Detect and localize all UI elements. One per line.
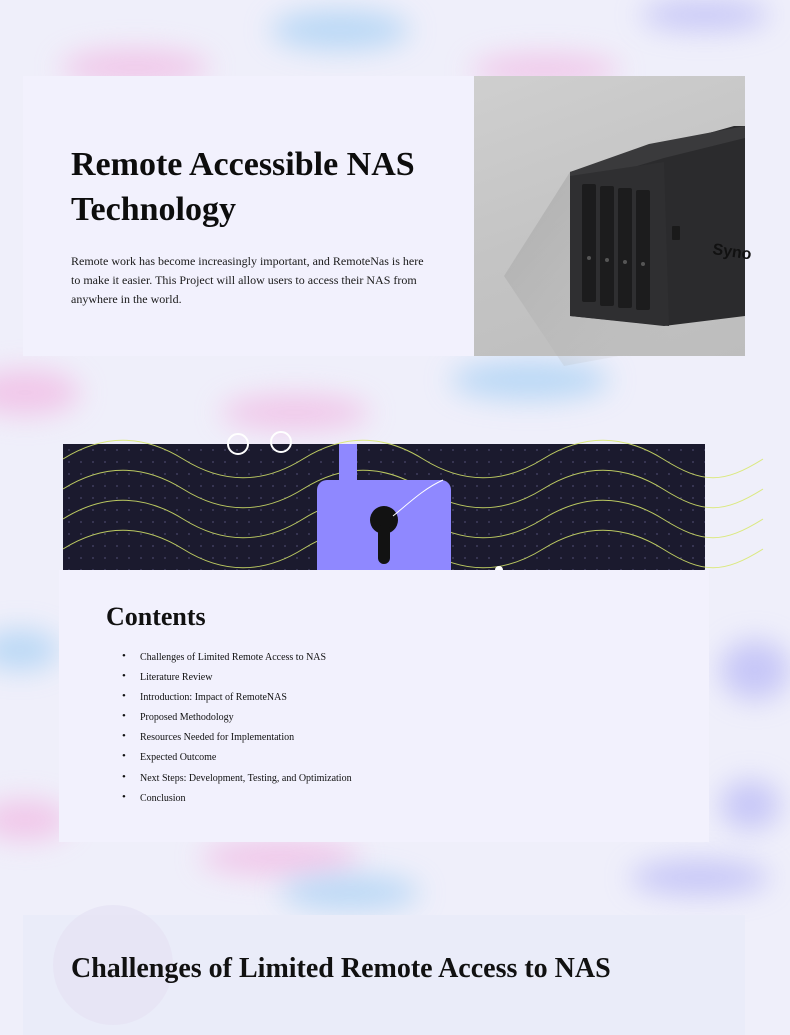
bg-blob <box>0 370 80 415</box>
bg-blob <box>640 0 770 30</box>
hero-title: Remote Accessible NAS Technology <box>71 146 415 228</box>
bg-blob <box>280 875 420 910</box>
challenges-title: Challenges of Limited Remote Access to NAS <box>71 953 611 984</box>
contents-title: Contents <box>106 602 206 631</box>
nas-device-image <box>474 76 753 356</box>
bg-blob <box>270 10 410 50</box>
contents-list <box>140 648 352 809</box>
contents-section <box>59 570 709 842</box>
contents-item: • Challenges of Limited Remote Access to NAS <box>140 648 352 668</box>
bg-blob <box>0 630 60 670</box>
contents-item: • Introduction: Impact of RemoteNAS <box>140 688 352 708</box>
padlock-illustration-icon <box>63 444 705 570</box>
challenges-section <box>23 915 745 1035</box>
nas-brand-label: Syno <box>711 241 753 264</box>
bg-blob <box>630 860 770 895</box>
bg-blob <box>220 395 370 430</box>
contents-item: • Resources Needed for Implementation <box>140 728 352 748</box>
security-banner-image <box>63 444 705 570</box>
bg-blob <box>720 780 780 830</box>
nas-device-icon <box>474 76 753 356</box>
hero-description: Remote work has become increasingly important, and RemoteNas is here to make it easier. This Project will allow users to access their NAS from anywhere in the world. <box>71 254 424 306</box>
hero-section <box>23 76 753 356</box>
contents-item: • Next Steps: Development, Testing, and Optimization <box>140 769 352 789</box>
contents-item: • Literature Review <box>140 668 352 688</box>
contents-item: • Proposed Methodology <box>140 708 352 728</box>
bg-blob <box>200 840 360 875</box>
contents-item: • Conclusion <box>140 789 352 809</box>
bg-blob <box>720 640 790 700</box>
bg-blob <box>450 360 610 400</box>
contents-item: • Expected Outcome <box>140 748 352 768</box>
hero-text <box>71 142 431 321</box>
